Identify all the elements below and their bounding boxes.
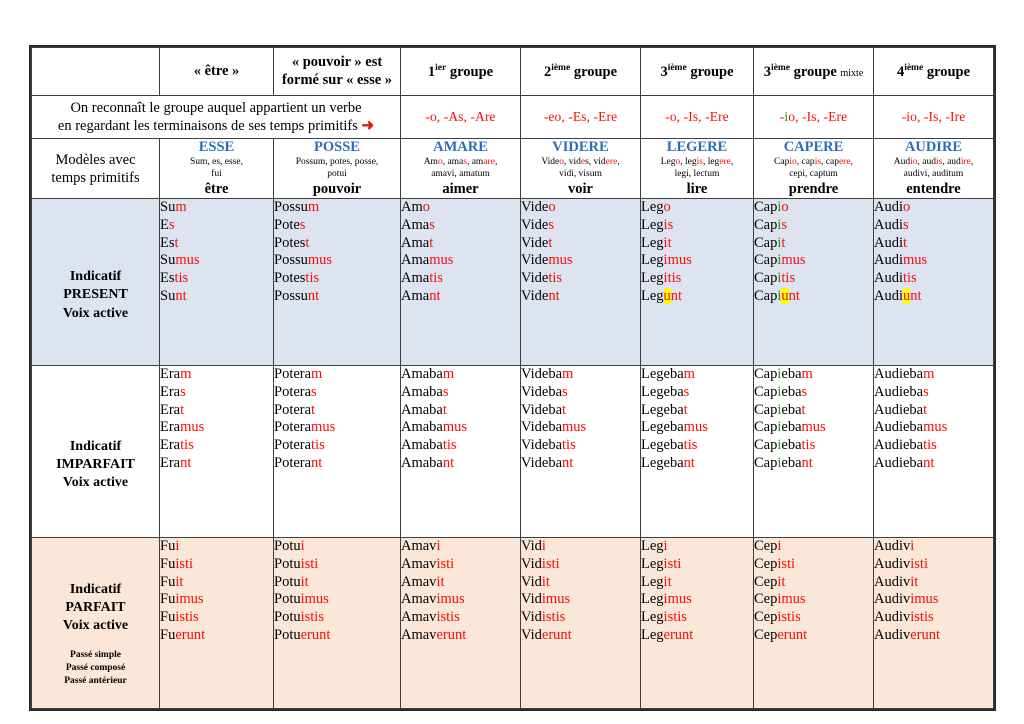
verb-form: Amabas [401,384,449,401]
model-translation: lire [686,181,708,198]
verb-form: Audiunt [874,287,922,304]
verb-form: Legit [641,234,672,251]
verb-form: Sumus [160,252,200,269]
verb-form: Fuit [160,573,184,590]
verb-form: Poteramus [274,419,336,436]
verb-form: Amavistis [401,609,460,626]
header-cell-3 [521,48,641,96]
model-cell-2 [401,139,521,199]
verb-form: Fuisti [160,556,194,573]
header-corner-cell [32,48,160,96]
verb-form: Amabam [401,366,455,383]
conjugation-cell-present-1 [274,199,401,366]
verb-form: Cepistis [754,609,801,626]
model-cell-6 [874,139,994,199]
verb-form: Videmus [521,252,573,269]
verb-form: Viderunt [521,626,572,643]
verb-form: Cepimus [754,591,806,608]
model-name: LEGERE [666,139,728,155]
verb-form: Amabamus [401,419,468,436]
verb-form: Audit [874,234,908,251]
models-label-cell [32,139,160,199]
verb-form: Vidisti [521,556,560,573]
verb-form: Eramus [160,419,205,436]
verb-form: Vident [521,287,560,304]
header-label: « être » [193,62,240,79]
verb-form: Sunt [160,287,187,304]
verb-form: Potuistis [274,609,324,626]
verb-form: Video [521,199,556,216]
verb-form: Legebat [641,401,688,418]
verb-form: Poteratis [274,437,325,454]
verb-form: Poteram [274,366,323,383]
tense-label: Indicatif PARFAIT Voix active [62,581,129,634]
verb-form: Potuit [274,573,309,590]
conjugation-cell-parfait-4 [641,538,754,709]
model-translation: entendre [906,181,961,198]
verb-form: Legi [641,538,668,555]
verb-form: Legebant [641,454,695,471]
verb-form: Amabatis [401,437,457,454]
verb-form: Vidistis [521,609,566,626]
model-cell-0 [160,139,274,199]
group-endings-cell-4 [874,96,994,139]
verb-form: Cepit [754,573,786,590]
header-cell-6 [874,48,994,96]
verb-form: Audiebam [874,366,935,383]
verb-form: Es [160,217,175,234]
verb-form: Legebam [641,366,695,383]
verb-form: Amavit [401,573,445,590]
header-label: « pouvoir » est formé sur « esse » [281,54,393,88]
verb-form: Legitis [641,270,682,287]
verb-form: Capit [754,234,786,251]
verb-form: Erant [160,454,192,471]
verb-form: Audiebat [874,401,928,418]
header-cell-0 [160,48,274,96]
model-translation: prendre [788,181,839,198]
tense-label-cell-parfait [32,538,160,709]
verb-form: Capiebat [754,401,806,418]
header-label: 4ième groupe [896,62,971,80]
group-endings: -io, -Is, -Ire [901,109,966,124]
tense-label: Indicatif IMPARFAIT Voix active [56,438,135,491]
verb-form: Capiunt [754,287,800,304]
verb-form: Capiebatis [754,437,816,454]
verb-form: Amabant [401,454,455,471]
model-cell-3 [521,139,641,199]
verb-form: Capitis [754,270,796,287]
group-endings-cell-0 [401,96,521,139]
verb-form: Amamus [401,252,454,269]
tense-row-present [32,199,994,366]
verb-form: Legebamus [641,419,708,436]
conjugation-cell-imparfait-2 [401,366,521,538]
verb-form: Cepisti [754,556,796,573]
model-name: POSSE [314,139,360,155]
conjugation-cell-present-2 [401,199,521,366]
verb-form: Audis [874,217,909,234]
verb-form: Amat [401,234,434,251]
verb-form: Amas [401,217,435,234]
verb-form: Vides [521,217,554,234]
verb-form: Videbas [521,384,568,401]
model-primitive-tenses: Amo, amas, amare, amavi, amatum [423,156,498,179]
rule-text: On reconnaît le groupe auquel appartient un verbe en regardant les terminaisons de ses temps primitifs ➜ [57,99,375,134]
verb-form: Audiverunt [874,626,941,643]
verb-form: Legimus [641,252,692,269]
model-primitive-tenses: Sum, es, esse, fui [189,156,244,179]
verb-form: Potuisti [274,556,319,573]
model-translation: voir [568,181,593,198]
conjugation-cell-imparfait-1 [274,366,401,538]
conjugation-cell-parfait-6 [874,538,994,709]
models-row [32,139,994,199]
rule-text-cell [32,96,401,139]
verb-form: Legit [641,573,672,590]
verb-form: Potui [274,538,305,555]
verb-form: Erat [160,401,185,418]
verb-form: Videbatis [521,437,576,454]
verb-form: Capiebant [754,454,813,471]
verb-form: Auditis [874,270,917,287]
verb-form: Fui [160,538,180,555]
verb-form: Vidit [521,573,550,590]
conjugation-cell-parfait-5 [754,538,874,709]
verb-form: Videbat [521,401,567,418]
verb-form: Audivit [874,573,919,590]
header-cell-4 [641,48,754,96]
header-cell-1 [274,48,401,96]
rule-row [32,96,994,139]
conjugation-cell-present-6 [874,199,994,366]
tense-label-cell-present [32,199,160,366]
tense-row-parfait [32,538,994,709]
verb-form: Lego [641,199,671,216]
verb-form: Audiebamus [874,419,948,436]
verb-form: Legebatis [641,437,698,454]
verb-form: Audivimus [874,591,939,608]
group-endings: -o, -As, -Are [425,109,496,124]
conjugation-cell-imparfait-0 [160,366,274,538]
model-primitive-tenses: Lego, legis, legere, legi, lectum [660,156,734,179]
arrow-icon: ➜ [361,117,375,134]
model-cell-1 [274,139,401,199]
verb-form: Possumus [274,252,333,269]
verb-form: Est [160,234,179,251]
model-translation: pouvoir [312,181,362,198]
verb-form: Legisti [641,556,682,573]
header-label: 3ième groupe mixte [763,62,864,80]
verb-form: Poteras [274,384,317,401]
model-primitive-tenses: Possum, potes, posse, potui [295,156,379,179]
conjugation-cell-parfait-3 [521,538,641,709]
verb-form: Possunt [274,287,320,304]
header-label: 3ième groupe [660,62,734,80]
verb-form: Audivisti [874,556,928,573]
verb-form: Fuistis [160,609,199,626]
verb-form: Vidimus [521,591,571,608]
verb-form: Videtis [521,270,563,287]
verb-form: Videbamus [521,419,587,436]
verb-form: Legebas [641,384,690,401]
tense-sublabels: Passé simple Passé composé Passé antérieur [64,650,127,687]
model-translation: aimer [442,181,479,198]
verb-form: Capiebas [754,384,808,401]
group-endings-cell-2 [641,96,754,139]
conjugation-cell-parfait-0 [160,538,274,709]
model-name: VIDERE [552,139,609,155]
model-primitive-tenses: Video, vides, videre, vidi, visum [541,156,620,179]
model-translation: être [204,181,229,198]
conjugation-cell-parfait-1 [274,538,401,709]
verb-form: Potes [274,217,306,234]
verb-form: Amant [401,287,441,304]
verb-form: Legistis [641,609,687,626]
model-cell-4 [641,139,754,199]
conjugation-table [31,47,994,709]
verb-form: Potuimus [274,591,329,608]
verb-form: Potuerunt [274,626,331,643]
verb-form: Poterat [274,401,316,418]
verb-form: Ceperunt [754,626,808,643]
verb-form: Capimus [754,252,806,269]
verb-form: Possum [274,199,320,216]
verb-form: Fuimus [160,591,204,608]
group-endings: -eo, -Es, -Ere [543,109,618,124]
model-cell-5 [754,139,874,199]
verb-form: Amavisti [401,556,455,573]
model-name: ESSE [198,139,235,155]
conjugation-cell-imparfait-4 [641,366,754,538]
verb-form: Amavi [401,538,441,555]
header-label: $1^{ier}$ groupe [427,62,494,80]
tense-label: Indicatif PRESENT Voix active [62,269,129,321]
group-endings: -io, -Is, -Ere [779,109,848,124]
verb-form: Legis [641,217,674,234]
verb-form: Audiebatis [874,437,937,454]
conjugation-cell-imparfait-6 [874,366,994,538]
model-primitive-tenses: Audio, audis, audire, audivi, auditum [893,156,974,179]
verb-form: Eratis [160,437,194,454]
verb-form: Poterant [274,454,323,471]
verb-form: Legimus [641,591,692,608]
tense-row-imparfait [32,366,994,538]
verb-form: Capis [754,217,788,234]
verb-form: Cepi [754,538,782,555]
verb-form: Amatis [401,270,443,287]
tense-label-cell-imparfait [32,366,160,538]
verb-form: Sum [160,199,187,216]
header-cell-2 [401,48,521,96]
verb-form: Legerunt [641,626,694,643]
table-header-row [32,48,994,96]
models-label: Modèles avec temps primitifs [51,151,140,186]
conjugation-cell-present-4 [641,199,754,366]
verb-form: Amo [401,199,430,216]
header-cell-5 [754,48,874,96]
model-name: CAPERE [783,139,844,155]
verb-form: Audio [874,199,911,216]
verb-form: Videbam [521,366,574,383]
conjugation-cell-imparfait-5 [754,366,874,538]
model-name: AUDIRE [904,139,963,155]
verb-form: Audivistis [874,609,934,626]
verb-form: Potestis [274,270,320,287]
model-name: AMARE [433,139,488,155]
verb-form: Capio [754,199,789,216]
verb-form: Estis [160,270,189,287]
verb-form: Audivi [874,538,915,555]
verb-form: Audiebant [874,454,935,471]
verb-form: Amabat [401,401,447,418]
group-endings: -o, -Is, -Ere [665,109,729,124]
verb-form: Vidi [521,538,546,555]
verb-form: Audimus [874,252,928,269]
model-primitive-tenses: Capio, capis, capere, cepi, captum [774,156,853,179]
conjugation-cell-present-5 [754,199,874,366]
verb-form: Capiebam [754,366,813,383]
verb-form: Fuerunt [160,626,206,643]
group-endings-cell-1 [521,96,641,139]
verb-form: Amavimus [401,591,465,608]
verb-form: Audiebas [874,384,929,401]
conjugation-cell-parfait-2 [401,538,521,709]
verb-form: Videbant [521,454,574,471]
conjugation-cell-present-3 [521,199,641,366]
verb-form: Potest [274,234,310,251]
verb-form: Legunt [641,287,683,304]
header-label: 2ième groupe [543,62,618,80]
conjugation-cell-imparfait-3 [521,366,641,538]
verb-form: Capiebamus [754,419,826,436]
conjugation-cell-present-0 [160,199,274,366]
verb-form: Eram [160,366,192,383]
verb-form: Amaverunt [401,626,467,643]
verb-form: Videt [521,234,553,251]
group-endings-cell-3 [754,96,874,139]
verb-form: Eras [160,384,186,401]
